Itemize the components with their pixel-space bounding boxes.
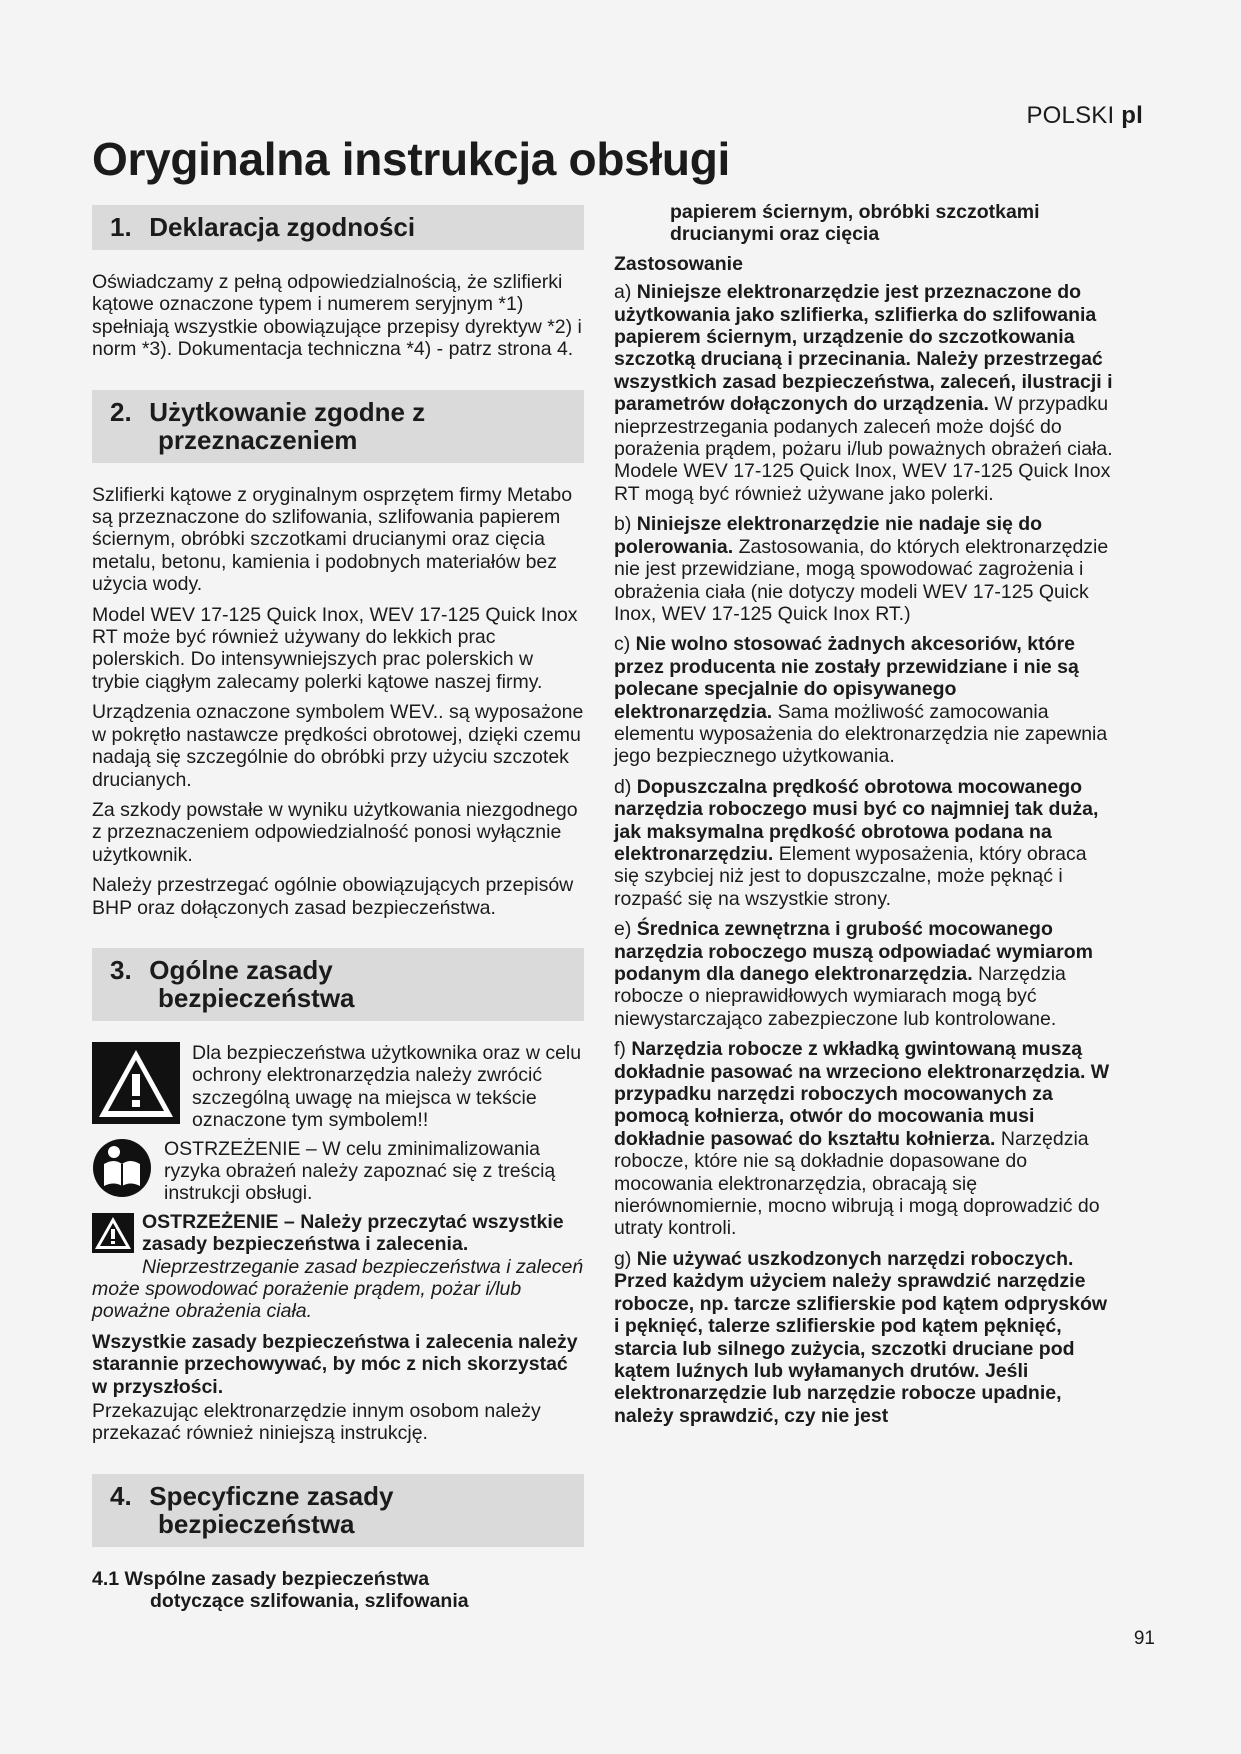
usage-paragraph: Urządzenia oznaczone symbolem WEV.. są wyposażone w pokrętło nastawcze prędkości obrotowej, dzięki czemu nadają się szczególnie do obróbki przy użyciu szczotek drucianych.	[92, 701, 584, 791]
read-manual-icon	[92, 1138, 152, 1203]
section-2-heading	[92, 390, 584, 463]
keep-instructions-text: Wszystkie zasady bezpieczeństwa i zalecenia należy starannie przechowywać, by móc z nich skorzystać w przyszłości.	[92, 1330, 578, 1398]
application-heading: Zastosowanie	[614, 252, 743, 275]
rule-text: Zastosowania, do których elektronarzędzie nie jest przewidziane, mogą spowodować zagrożenia i obrażenia ciała (nie dotyczy modeli WEV 17-125 Quick Inox, WEV 17-125 Quick Inox RT.)	[614, 535, 1109, 625]
rule-item	[614, 281, 1114, 505]
usage-paragraph: Szlifierki kątowe z oryginalnym osprzętem firmy Metabo są przeznaczone do szlifowania, szlifowania papierem ściernym, obróbki szczotkami drucianymi oraz cięcia metalu, betonu, kamienia i podobnych materiałów bez użycia wody.	[92, 483, 573, 596]
section-title-line2: przeznaczeniem	[158, 424, 358, 455]
read-manual-text: OSTRZEŻENIE – W celu zminimalizowania ryzyka obrażeń należy zapoznać się z treścią instrukcji obsługi.	[164, 1137, 556, 1205]
declaration-text: Oświadczamy z pełną odpowiedzialnością, że szlifierki kątowe oznaczone typem i numerem seryjnym *1) spełniają wszystkie obowiązujące przepisy dyrektyw *2) i norm *3). Dokumentacja techniczna *4) - patrz strona 4.	[92, 271, 582, 361]
rule-letter: g)	[614, 1247, 632, 1270]
rule-text: Narzędzia robocze, które nie są dokładnie dopasowane do mocowania elektronarzędzia, obracają się nierównomiernie, mocno wibrują i mogą doprowadzić do utraty kontroli.	[614, 1127, 1100, 1240]
usage-paragraph: Należy przestrzegać ogólnie obowiązujących przepisów BHP oraz dołączonych zasad bezpieczeństwa.	[92, 874, 574, 919]
rule-letter: a)	[614, 281, 632, 304]
section-number: 2.	[110, 396, 132, 427]
rule-letter: f)	[614, 1038, 626, 1061]
rule-item	[614, 633, 1114, 767]
read-manual-notice	[92, 1138, 584, 1205]
warning-italic-text: Nieprzestrzeganie zasad bezpieczeństwa i zaleceń może spowodować porażenie prądem, pożar i/lub poważne obrażenia ciała.	[92, 1255, 584, 1323]
section-4-heading	[92, 1474, 584, 1547]
right-column	[614, 201, 1114, 1435]
small-warning-triangle-icon	[92, 1213, 134, 1258]
warning-triangle-icon	[92, 1042, 180, 1129]
rule-bold-text: Nie używać uszkodzonych narzędzi roboczych. Przed każdym użyciem należy sprawdzić narzędzie robocze, np. tarcze szlifierskie pod kątem odprysków i pęknięć, talerze szlifierskie pod kątem pęknięć, starcia lub silnego zużycia, szczotki druciane pod kątem luźnych lub wyłamanych drutów. Jeśli elektronarzędzie lub narzędzie robocze upadnie, należy sprawdzić, czy nie jest	[614, 1247, 1108, 1427]
rule-bold-text: Niniejsze elektronarzędzie nie nadaje się do polerowania.	[614, 513, 1043, 558]
section-number: 3.	[110, 954, 132, 985]
section-number: 4.	[110, 1480, 132, 1511]
rule-text: Element wyposażenia, który obraca się szybciej niż jest to dopuszczalne, może pęknąć i rozpaść się na wszystkie strony.	[614, 842, 1087, 910]
rule-item	[614, 1248, 1114, 1427]
rule-bold-text: Niniejsze elektronarzędzie jest przeznaczone do użytkowania jako szlifierka, szlifierka do szlifowania papierem ściernym, urządzenie do szczotkowania szczotką drucianą i przecinania. Należy przestrzegać wszystkich zasad bezpieczeństwa, zaleceń, ilustracji i parametrów dołączonych do urządzenia.	[614, 281, 1113, 416]
subsection-title-continuation: papierem ściernym, obróbki szczotkami drucianymi oraz cięcia	[670, 201, 1040, 246]
section-title-line2: bezpieczeństwa	[158, 1508, 355, 1539]
section-number: 1.	[110, 212, 132, 242]
rule-bold-text: Narzędzia robocze z wkładką gwintowaną muszą dokładnie pasować na wrzeciono elektronarzędzia. W przypadku narzędzi roboczych mocowanych za pomocą kołnierza, otwór do mocowania musi dokładnie pasować do kształtu kołnierza.	[614, 1038, 1110, 1150]
rule-text: W przypadku nieprzestrzegania podanych zaleceń może dojść do porażenia prądem, pożaru i/lub poważnych obrażeń ciała. Modele WEV 17-125 Quick Inox, WEV 17-125 Quick Inox RT mogą być również używane jako polerki.	[614, 393, 1113, 505]
section-title-line1: Specyficzne zasady	[149, 1480, 394, 1511]
language-label	[1026, 102, 1143, 130]
warning-bold-text: OSTRZEŻENIE – Należy przeczytać wszystkie zasady bezpieczeństwa i zalecenia.	[142, 1210, 564, 1256]
rule-item	[614, 513, 1114, 625]
rule-bold-text: Nie wolno stosować żadnych akcesoriów, które przez producenta nie zostały przewidziane i nie są polecane specjalnie do opisywanego elektronarzędzia.	[614, 633, 1079, 723]
page-number: 91	[1133, 1628, 1155, 1649]
handover-text: Przekazując elektronarzędzie innym osobom należy przekazać również niniejszą instrukcję.	[92, 1400, 541, 1445]
subsection-title-line2: dotyczące szlifowania, szlifowania	[150, 1590, 469, 1613]
rule-letter: d)	[614, 775, 632, 798]
rule-text: Sama możliwość zamocowania elementu wyposażenia do elektronarzędzia nie zapewnia jego bezpiecznego użytkowania.	[614, 700, 1108, 768]
usage-paragraph: Model WEV 17-125 Quick Inox, WEV 17-125 Quick Inox RT może być również używany do lekkich prac polerskich. Do intensywniejszych prac polerskich w trybie ciągłym zalecamy polerki kątowe naszej firmy.	[92, 603, 578, 693]
section-1-heading	[92, 205, 584, 250]
rule-item	[614, 918, 1114, 1030]
read-all-warning	[92, 1211, 584, 1323]
subsection-4-1-heading	[92, 1568, 584, 1613]
language-code: pl	[1121, 102, 1143, 129]
section-title: Deklaracja zgodności	[149, 212, 416, 242]
rule-letter: b)	[614, 513, 632, 536]
symbol-notice-text: Dla bezpieczeństwa użytkownika oraz w celu ochrony elektronarzędzia należy zwrócić szczególną uwagę na miejsca w tekście oznaczone tym symbolem!!	[192, 1041, 582, 1132]
rule-letter: e)	[614, 918, 632, 941]
left-column	[92, 205, 584, 1613]
rule-item	[614, 1038, 1114, 1240]
rule-bold-text: Dopuszczalna prędkość obrotowa mocowanego narzędzia roboczego musi być co najmniej tak duża, jak maksymalna prędkość obrotowa podana na elektronarzędziu.	[614, 775, 1099, 865]
safety-symbol-notice	[92, 1042, 584, 1132]
rule-text: Narzędzia robocze o nieprawidłowych wymiarach mogą być niewystarczająco zabezpieczone lub kontrolowane.	[614, 963, 1066, 1030]
language-name: POLSKI	[1026, 102, 1115, 129]
subsection-title-line1: Wspólne zasady bezpieczeństwa	[124, 1567, 430, 1590]
section-title-line1: Ogólne zasady	[149, 954, 333, 985]
section-title-line1: Użytkowanie zgodne z	[149, 396, 426, 427]
subsection-number: 4.1	[92, 1567, 120, 1590]
rule-letter: c)	[614, 633, 631, 656]
rule-item	[614, 776, 1114, 910]
section-title-line2: bezpieczeństwa	[158, 982, 355, 1013]
rule-bold-text: Średnica zewnętrzna i grubość mocowanego narzędzia roboczego muszą odpowiadać wymiarom podanym dla danego elektronarzędzia.	[614, 918, 1093, 985]
usage-paragraph: Za szkody powstałe w wyniku użytkowania niezgodnego z przeznaczeniem odpowiedzialność ponosi wyłącznie użytkownik.	[92, 798, 578, 866]
section-3-heading	[92, 948, 584, 1021]
page-title: Oryginalna instrukcja obsługi	[92, 133, 730, 185]
